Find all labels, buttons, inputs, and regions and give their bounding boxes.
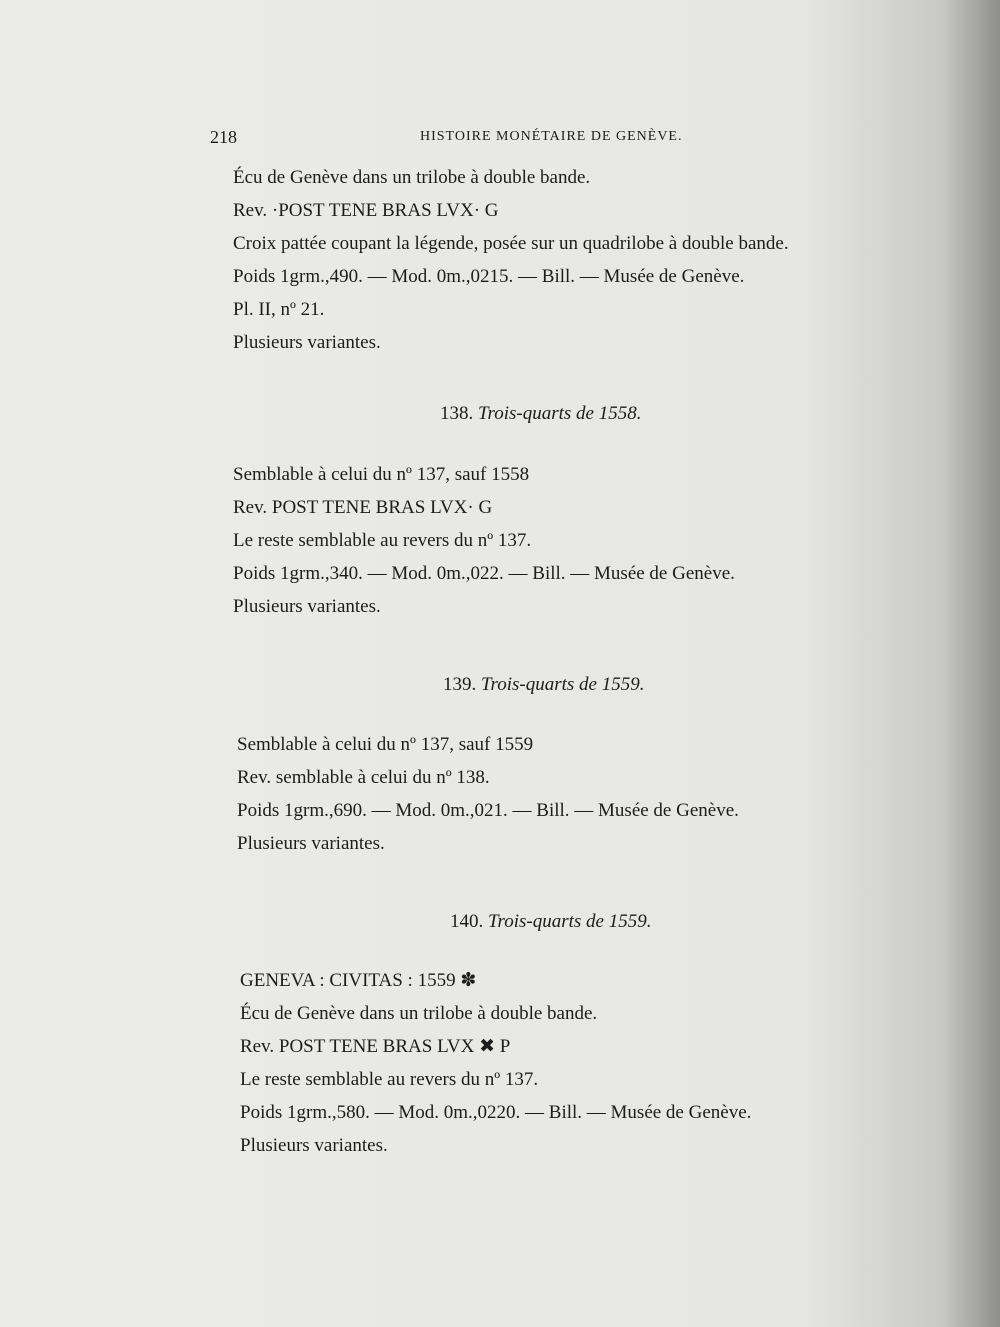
text-line: Croix pattée coupant la légende, posée sur un quadrilobe à double bande. (233, 233, 789, 254)
text-line: Plusieurs variantes. (233, 596, 381, 617)
text-line: Pl. II, nº 21. (233, 299, 325, 320)
entry-138-body (233, 458, 913, 623)
text-line: Plusieurs variantes. (233, 332, 381, 353)
text-line: Semblable à celui du nº 137, sauf 1559 (237, 734, 534, 755)
text-line: Poids 1grm.,580. — Mod. 0m.,0220. — Bill. — Musée de Genève. (240, 1102, 752, 1123)
entry-heading-140 (450, 911, 651, 933)
text-line: Semblable à celui du nº 137, sauf 1558 (233, 464, 530, 485)
text-line: Écu de Genève dans un trilobe à double bande. (233, 167, 591, 188)
text-line: Plusieurs variantes. (240, 1135, 388, 1156)
entry-title: Trois-quarts de 1559. (481, 674, 645, 695)
text-line: Écu de Genève dans un trilobe à double bande. (240, 1003, 598, 1024)
entry-number: 139. (443, 674, 477, 695)
entry-139-body (237, 728, 917, 860)
page-number: 218 (210, 127, 237, 147)
entry-heading-138 (440, 403, 641, 425)
text-line: Rev. POST TENE BRAS LVX· G (233, 497, 493, 518)
text-line: Poids 1grm.,340. — Mod. 0m.,022. — Bill. — Musée de Genève. (233, 563, 735, 584)
text-line: Poids 1grm.,690. — Mod. 0m.,021. — Bill. — Musée de Genève. (237, 800, 739, 821)
text-line: Rev. ·POST TENE BRAS LVX· G (233, 200, 499, 221)
text-line: Rev. POST TENE BRAS LVX ✖ P (240, 1036, 511, 1057)
text-line: Plusieurs variantes. (237, 833, 385, 854)
entry-title: Trois-quarts de 1558. (478, 403, 642, 424)
entry-heading-139 (443, 674, 644, 696)
entry-number: 138. (440, 403, 474, 424)
entry-title: Trois-quarts de 1559. (488, 911, 652, 932)
text-line: Rev. semblable à celui du nº 138. (237, 767, 490, 788)
text-line: Le reste semblable au revers du nº 137. (233, 530, 532, 551)
running-title: HISTOIRE MONÉTAIRE DE GENÈVE. (420, 129, 683, 144)
text-line: Poids 1grm.,490. — Mod. 0m.,0215. — Bill. — Musée de Genève. (233, 266, 745, 287)
entry-137-continuation (233, 161, 913, 359)
text-line: Le reste semblable au revers du nº 137. (240, 1069, 539, 1090)
entry-number: 140. (450, 911, 484, 932)
text-line: GENEVA : CIVITAS : 1559 ✽ (240, 970, 477, 991)
entry-140-body (240, 964, 920, 1162)
